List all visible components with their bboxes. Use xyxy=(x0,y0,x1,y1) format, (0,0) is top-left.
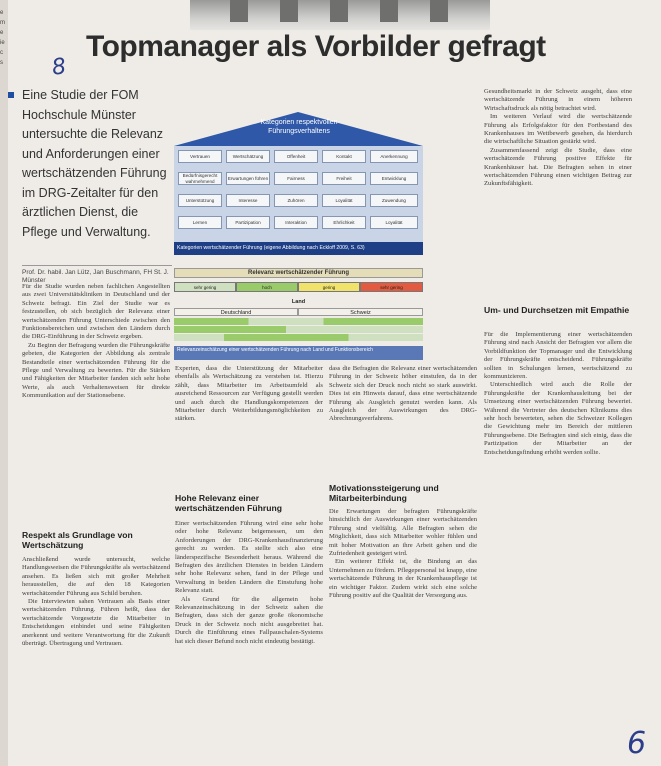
figure-cell: Entwicklung xyxy=(370,172,418,185)
column-3-upper xyxy=(329,365,477,475)
column-4-lower xyxy=(484,331,632,723)
column-2-upper xyxy=(175,365,323,483)
figure-cell: Kontakt xyxy=(322,150,366,163)
figure-cell: Zuhören xyxy=(274,194,318,207)
figure-cell: Interaktion xyxy=(274,216,318,229)
figure-cell: Loyalität xyxy=(370,216,418,229)
intro-marker xyxy=(8,92,14,98)
figure-cell: Wertschätzung xyxy=(226,150,270,163)
column-1-upper xyxy=(22,283,170,525)
figure-cell: Bedürfnisgerecht wahrnehmend xyxy=(178,172,222,185)
figure-cell: Partizipation xyxy=(226,216,270,229)
scale-very-low-red: sehr gering xyxy=(360,282,423,292)
column-3-lower xyxy=(329,508,477,760)
col2-paragraph: Einer wertschätzenden Führung wird eine sehr hohe oder hohe Relevanz beigemessen, um den Anforderungen der DRG-Krankenhausfinanzierung gerecht zu werden. Es stellte sich also eine länderspezifische Besonderheit heraus. Während die Befragten des ärztlichen Dienstes in beiden Ländern sehr hohe Relevanz sehen, fand in der Pflege und Verwaltung in beiden Ländern die Einstufung hohe Relevanz statt. xyxy=(175,520,323,595)
scale-high: hoch xyxy=(236,282,298,292)
figure-cell: Freiheit xyxy=(322,172,366,185)
col1-paragraph: Anschließend wurde untersucht, welche Handlungsweisen die Führungskräfte als wertschätzend ansehen. Es ließen sich mit großer Mehrheit herausstellen, die auf den 18 Kategorien wertschätzender Führung aus Schild beruhen. xyxy=(22,556,170,597)
figure-cell: Unterstützung xyxy=(178,194,222,207)
figure-caption: Kategorien wertschätzender Führung (eigene Abbildung nach Eckloff 2009, S. 63) xyxy=(174,242,423,255)
column-2-lower xyxy=(175,520,323,760)
col4-paragraph: Im weiteren Verlauf wird die wertschätzende Führung als Erfolgsfaktor für den Fortbestand des Krankenhauses im Wettbewerb gesehen, da hierdurch die wirtschaftliche Situation gestärkt wird. xyxy=(484,113,632,146)
figure-cell: Anerkennung xyxy=(370,150,418,163)
figure-cell: Fairness xyxy=(274,172,318,185)
figure-cell: Offenheit xyxy=(274,150,318,163)
col1-paragraph: Für die Studie wurden neben fachlichen Angestellten aus zwei Universitätskliniken in Deutschland und der Schweiz befragt. Ein Ziel der Studie war es festzustellen, ob sich bezüglich der Relevanz einer wertschätzenden Führung Unterschiede zwischen den Funktionsbereichen und zwischen den Ländern durch die DRG-Einführung in der Schweiz ergeben. xyxy=(22,283,170,341)
figure-cell: Interesse xyxy=(226,194,270,207)
col4-paragraph: Für die Implementierung einer wertschätzenden Führung sind nach Ansicht der Befragten vor allem die Vorbildfunktion der Topmanager und die Entwicklung der Führungskräfte entscheidend. Führungskräfte sollten in Schulungen lernen, wertschätzend zu kommunizieren. xyxy=(484,331,632,381)
col1-paragraph: Zu Beginn der Befragung wurden die Führungskräfte gebeten, die Kategorien der Abbildung als zentrale Bestandteile einer wertschätzenden Führung für die Pflege und Verwaltung zu bewerten. Für die Stärken und Fähigkeiten der Mitarbeiter fanden sich sehr hohe Werte, als auch Verhaltensweisen für direkte Kommunikation auf der Stationsebene. xyxy=(22,341,170,400)
figure-title: Kategorien respektvollen Führungsverhaltens xyxy=(260,119,338,135)
article-headline: Topmanager als Vorbilder gefragt xyxy=(86,30,546,63)
col2-paragraph: Experten, dass die Unterstützung der Mitarbeiter ebenfalls als Wertschätzung zu verstehen ist. Hierzu zählt, dass Mitarbeiter im Arbeitsumfeld als ausreichend Ressourcen zur Verfügung gestellt werden und auch durch die Handlungskompetenzen der Mitarbeiter durch Weiterbildungsmöglichkeiten zu stärken. xyxy=(175,365,323,423)
handwritten-folio: 6 xyxy=(627,726,647,761)
figure-cell: Zuwendung xyxy=(370,194,418,207)
land-label: Land xyxy=(291,299,306,305)
col4-paragraph: Unterschiedlich wird auch die Rolle der Führungskräfte der Krankenhausleitung bei der Umsetzung einer wertschätzenden Führung bewertet. Während die Vertreter des deutschen Klinikums dies sehr hoch bewerteten, sehen die Schweizer Kollegen die Gewichtung mehr im Bereich der mittleren Führungsebene. Die Befragten sind sich einig, dass die Partizipation der Mitarbeiter an der Entscheidungsfindung erhöht werden sollte. xyxy=(484,381,632,456)
figure-cell: Ehrlichkeit xyxy=(322,216,366,229)
relevance-heading: Relevanz wertschätzender Führung xyxy=(174,268,423,278)
margin-fragments: e m e ie c s xyxy=(0,10,5,66)
col3-paragraph: Die Erwartungen der befragten Führungskräfte hinsichtlich der Auswirkungen einer wertschätzenden Führung sind vielfältig. Alle Befragten sehen die Möglichkeit, dass sich Mitarbeiter wohler fühlen und mit hoher Motivation an ihre Arbeit gehen und die Zufriedenheit gesteigert wird. xyxy=(329,508,477,558)
column-4-upper xyxy=(484,88,632,296)
col4-paragraph: Gesundheitsmarkt in der Schweiz ausgeht, dass eine wertschätzende Führung in einem höheren Wirtschaftsdruck als nötig betrachtet wird. xyxy=(484,88,632,112)
relevance-row-2 xyxy=(174,326,423,333)
previous-page-margin xyxy=(0,0,8,766)
country-germany: Deutschland xyxy=(174,308,298,316)
figure-cell: Lernen xyxy=(178,216,222,229)
handwritten-page-mark: 8 xyxy=(50,54,68,81)
col4-paragraph: Zusammenfassend zeigt die Studie, dass eine wertschätzende Führung positive Effekte für Krankenhäuser hat. Die Befragten sehen in einer wertschätzenden Führung einen wichtigen Beitrag zur Zukunftsfähigkeit. xyxy=(484,146,632,188)
country-switzerland: Schweiz xyxy=(298,308,423,316)
figure-cell: Loyalität xyxy=(322,194,366,207)
column-1-lower xyxy=(22,556,170,760)
relevance-row-1 xyxy=(174,318,423,325)
col4-subheading: Um- und Durchsetzen mit Empathie xyxy=(484,305,630,315)
figure-cell: Erwartungen führen xyxy=(226,172,270,185)
figure-cell: Vertrauen xyxy=(178,150,222,163)
col1-subheading: Respekt als Grundlage von Wertschätzung xyxy=(22,530,133,550)
scale-very-low: sehr gering xyxy=(174,282,236,292)
col3-paragraph: Ein weiterer Effekt ist, die Bindung an das Unternehmen zu fördern. Pflegepersonal ist knapp, eine wertschätzende Führung in der Krankenhauspflege ist ein wichtiger Faktor. Zudem wirkt sich eine solche Führung positiv auf die Qualität der Versorgung aus. xyxy=(329,558,477,600)
article-intro: Eine Studie der FOM Hochschule Münster untersuchte die Relevanz und Anforderungen einer wertschätzenden Führung im DRG-Zeitalter für den ärztlichen Dienst, die Pflege und Verwaltung. xyxy=(22,88,167,239)
header-photo xyxy=(190,0,490,30)
figure-categories xyxy=(174,112,423,255)
col2-subheading: Hohe Relevanz einer wertschätzenden Führung xyxy=(175,493,282,513)
col3-subheading: Motivationssteigerung und Mitarbeiterbindung xyxy=(329,483,439,503)
relevance-caption: Relevanzeinschätzung einer wertschätzenden Führung nach Land und Funktionsbereich xyxy=(174,346,423,360)
figure-grid xyxy=(174,146,423,242)
col2-paragraph: Als Grund für die allgemein hohe Relevanzeinschätzung in der Schweiz sahen die Befragten, dass sich der ganze große ökonomische Druck in der Schweiz noch nicht ausgebreitet hat. Durch die Einführung eines Fallpauschalen-Systems hat sich dieser Befund noch nicht eindeutig bestätigt. xyxy=(175,595,323,645)
author-credit: Prof. Dr. habil. Jan Lütz, Jan Buschmann, FH St. J. Münster xyxy=(22,265,172,285)
figure-relevance xyxy=(174,268,423,360)
scale-low: gering xyxy=(298,282,360,292)
col3-paragraph: dass die Befragten die Relevanz einer wertschätzenden Führung in der Schweiz höher einstufen, da in der Schweiz sich der Druck noch nicht so stark auswirkt. Dies ist ein Hinweis darauf, dass eine wertschätzende Führung als Ausgleich genutzt werden kann. Als Ausgleich der Auswirkungen des DRG-Abrechnungsverfahrens. xyxy=(329,365,477,423)
relevance-row-3 xyxy=(174,334,423,341)
col1-paragraph: Die Interviewten sahen Vertrauen als Basis einer wertschätzenden Führung. Führen heißt, dass der wertschätzende Vorgesetzte die Mitarbeiter in Entscheidungen einbindet und seine Fähigkeiten anerkennt und weitere Verantwortung für die Zukunft überträgt. Übertragung und Vertrauen. xyxy=(22,598,170,648)
